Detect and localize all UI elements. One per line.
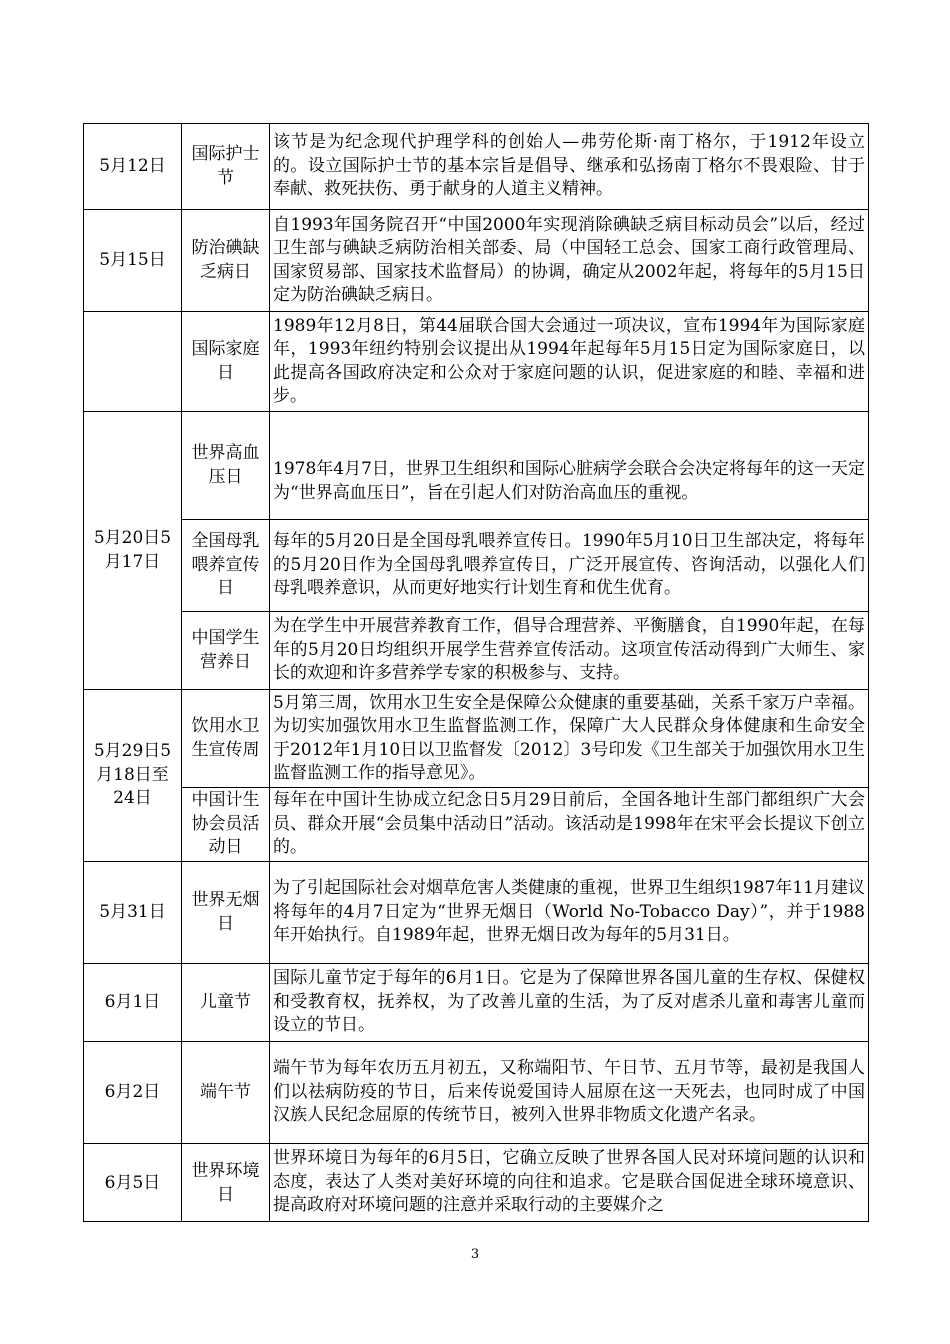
table-row <box>84 210 869 312</box>
table-row <box>84 690 869 788</box>
name-cell: 中国计生协会员活动日 <box>182 788 270 862</box>
name-cell: 世界无烟日 <box>182 862 270 964</box>
desc-cell: 自1993年国务院召开“中国2000年实现消除碘缺乏病目标动员会”以后，经过卫生部与碘缺乏病防治相关部委、局（中国轻工总会、国家工商行政管理局、国家贸易部、国家技术监督局）的协调，确定从2002年起，将每年的5月15日定为防治碘缺乏病日。 <box>270 210 869 312</box>
date-cell: 5月15日 <box>84 210 182 312</box>
date-cell: 6月5日 <box>84 1144 182 1222</box>
table-row <box>84 312 869 412</box>
desc-cell: 为在学生中开展营养教育工作，倡导合理营养、平衡膳食，自1990年起，在每年的5月20日均组织开展学生营养宣传活动。这项宣传活动得到广大师生、家长的欢迎和许多营养学专家的积极参与、支持。 <box>270 612 869 690</box>
date-cell: 5月20日5月17日 <box>84 412 182 690</box>
page-number: 3 <box>470 1247 480 1262</box>
table-row <box>84 1144 869 1222</box>
name-cell: 端午节 <box>182 1042 270 1144</box>
table-row <box>84 862 869 964</box>
date-cell: 6月1日 <box>84 964 182 1042</box>
table-row <box>84 124 869 210</box>
desc-cell: 每年在中国计生协成立纪念日5月29日前后，全国各地计生部门都组织广大会员、群众开展“会员集中活动日”活动。该活动是1998年在宋平会长提议下创立的。 <box>270 788 869 862</box>
name-cell: 国际护士节 <box>182 124 270 210</box>
desc-cell: 1978年4月7日，世界卫生组织和国际心脏病学会联合会决定将每年的这一天定为“世界高血压日”，旨在引起人们对防治高血压的重视。 <box>270 412 869 520</box>
name-cell: 中国学生营养日 <box>182 612 270 690</box>
desc-cell: 为了引起国际社会对烟草危害人类健康的重视，世界卫生组织1987年11月建议将每年的4月7日定为“世界无烟日（World No-Tobacco Day）”，并于1988年开始执行。自1989年起，世界无烟日改为每年的5月31日。 <box>270 862 869 964</box>
date-cell: 5月12日 <box>84 124 182 210</box>
desc-cell: 端午节为每年农历五月初五，又称端阳节、午日节、五月节等，最初是我国人们以祛病防疫的节日，后来传说爱国诗人屈原在这一天死去，也同时成了中国汉族人民纪念屈原的传统节日，被列入世界非物质文化遗产名录。 <box>270 1042 869 1144</box>
date-cell: 5月31日 <box>84 862 182 964</box>
desc-cell: 1989年12月8日，第44届联合国大会通过一项决议，宣布1994年为国际家庭年，1993年纽约特别会议提出从1994年起每年5月15日定为国际家庭日，以此提高各国政府决定和公众对于家庭问题的认识，促进家庭的和睦、幸福和进步。 <box>270 312 869 412</box>
table-row <box>84 612 869 690</box>
table-row <box>84 964 869 1042</box>
desc-cell: 世界环境日为每年的6月5日，它确立反映了世界各国人民对环境问题的认识和态度，表达了人类对美好环境的向往和追求。它是联合国促进全球环境意识、提高政府对环境问题的注意并采取行动的主要媒介之 <box>270 1144 869 1222</box>
date-cell: 5月29日5月18日至24日 <box>84 690 182 862</box>
table-row <box>84 1042 869 1144</box>
name-cell: 世界高血压日 <box>182 412 270 520</box>
name-cell: 国际家庭日 <box>182 312 270 412</box>
desc-cell: 国际儿童节定于每年的6月1日。它是为了保障世界各国儿童的生存权、保健权和受教育权，抚养权，为了改善儿童的生活，为了反对虐杀儿童和毒害儿童而设立的节日。 <box>270 964 869 1042</box>
name-cell: 儿童节 <box>182 964 270 1042</box>
date-cell: 6月2日 <box>84 1042 182 1144</box>
date-cell <box>84 312 182 412</box>
health-days-table <box>83 123 869 1222</box>
name-cell: 世界环境日 <box>182 1144 270 1222</box>
name-cell: 饮用水卫生宣传周 <box>182 690 270 788</box>
name-cell: 全国母乳喂养宣传日 <box>182 520 270 612</box>
table-row <box>84 788 869 862</box>
desc-cell: 该节是为纪念现代护理学科的创始人—弗劳伦斯·南丁格尔，于1912年设立的。设立国际护士节的基本宗旨是倡导、继承和弘扬南丁格尔不畏艰险、甘于奉献、救死扶伤、勇于献身的人道主义精神。 <box>270 124 869 210</box>
table-row <box>84 412 869 520</box>
name-cell: 防治碘缺乏病日 <box>182 210 270 312</box>
desc-cell: 每年的5月20日是全国母乳喂养宣传日。1990年5月10日卫生部决定，将每年的5月20日作为全国母乳喂养宣传日，广泛开展宣传、咨询活动，以强化人们母乳喂养意识，从而更好地实行计划生育和优生优育。 <box>270 520 869 612</box>
desc-cell: 5月第三周，饮用水卫生安全是保障公众健康的重要基础，关系千家万户幸福。为切实加强饮用水卫生监督监测工作，保障广大人民群众身体健康和生命安全于2012年1月10日以卫监督发〔2012〕3号印发《卫生部关于加强饮用水卫生监督监测工作的指导意见》。 <box>270 690 869 788</box>
table-row <box>84 520 869 612</box>
